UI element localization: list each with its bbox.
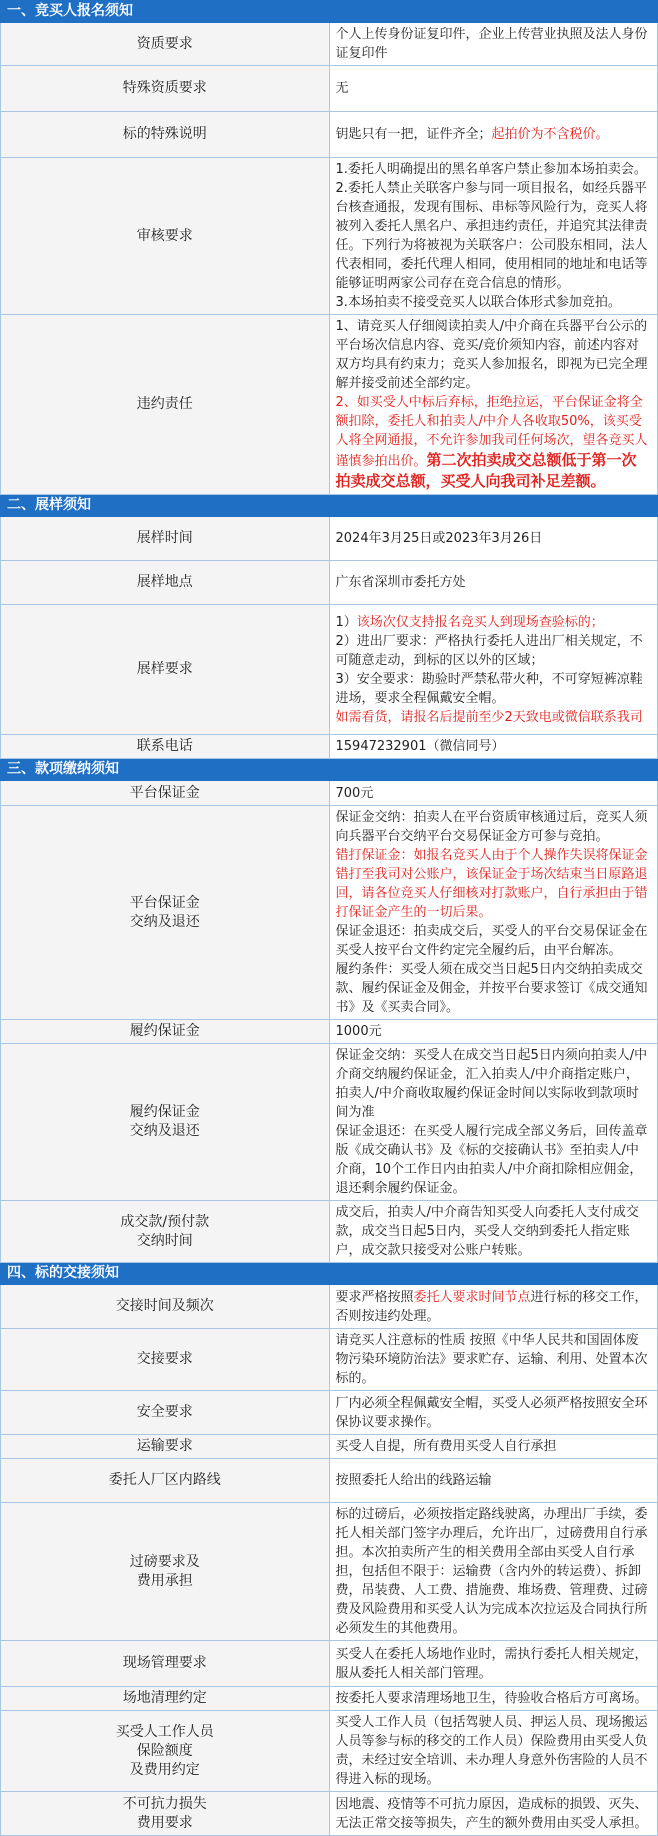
row-audit [1,158,658,315]
row-value [329,315,658,495]
viewing-item-1 [336,613,652,632]
row-performance-payment [1,1044,658,1201]
row-label-line-1: 平台保证金 [129,894,200,911]
viewing-item-3: 3）安全要求：勘验时严禁私带火种，不可穿短裤凉鞋进场，要求全程佩戴安全帽。 [335,671,643,706]
row-final-payment [1,1201,658,1263]
viewing-item-4: 如需看货，请报名后提前至少2天致电或微信联系我司 [335,709,643,725]
row-handover-time [1,1285,658,1329]
row-label: 违约责任 [1,315,330,495]
row-value: 700元 [329,781,658,806]
row-label: 运输要求 [1,1435,330,1459]
row-value [329,112,658,158]
row-label: 场地清理约定 [1,1687,330,1711]
row-value: 1000元 [329,1020,658,1044]
row-site-management [1,1641,658,1687]
row-value: 个人上传身份证复印件，企业上传营业执照及法人身份证复印件 [329,23,658,66]
row-label: 标的特殊说明 [1,112,330,158]
phone-number[interactable]: 15947232901（微信同号） [329,735,658,759]
row-value: 标的过磅后，必须按指定路线驶离，办理出厂手续，委托人相关部门签字办理后，允许出厂，过磅费用自行承担。本次拍卖所产生的相关费用全部由买受人自行承担，包括但不限于：运输费（含内外的转运费）、拆卸费，吊装费、人工费、措施费、堆场费、管理费、过磅费及风险费用和买受人认为完成本次拉运及合同执行所必须发生的其他费用。 [329,1503,658,1641]
handover-text-a: 要求严格按照 [335,1289,414,1305]
row-label-line-2: 交纳及退还 [129,913,200,930]
row-label [1,806,330,1020]
perf-item-1: 保证金交纳：买受人在成交当日起5日内须向拍卖人/中介商交纳履约保证金，汇入拍卖人/中介商指定账户，拍卖人/中介商收取履约保证金时间以实际收到款项时间为准 [335,1048,648,1120]
section-header-viewing [1,495,658,517]
row-handover-requirements [1,1329,658,1391]
row-insurance [1,1711,658,1792]
row-value: 买受人在委托人场地作业时，需执行委托人相关规定，服从委托人相关部门管理。 [329,1641,658,1687]
audit-item-3: 3.本场拍卖不接受竞买人以联合体形式参加竞拍。 [335,295,621,310]
row-label-line-1: 不可抗力损失 [122,1795,207,1812]
audit-item-2: 2.委托人禁止关联客户参与同一项目报名，如经兵器平台核查通报，发现有围标、串标等风险行为，竞买人将被列入委托人黑名户、承担违约责任，并追究其法律责任。下列行为将被视为关联客户：公司股东相同，法人代表相同，委托代理人相同，使用相同的地址和电话等能够证明两家公司存在竞合信息的情形。 [335,181,648,291]
section-title: 三、款项缴纳须知 [1,759,658,781]
perf-item-2: 保证金退还：在买受人履行完成全部义务后，回传盖章版《成交确认书》及《标的交接确认书》至拍卖人/中介商，10个工作日内由拍卖人/中介商扣除相应佣金，退还剩余履约保证金。 [335,1124,648,1196]
deposit-item-2: 错打保证金：如报名竞买人由于个人操作失误将保证金错打至我司对公账户，该保证金于场次结束当日原路退回，请各位竞买人仔细核对打款账户，自行承担由于错打保证金产生的一切后果。 [335,848,648,920]
row-viewing-place [1,561,658,605]
row-label: 资质要求 [1,23,330,66]
section-title: 二、展样须知 [1,495,658,517]
row-value [329,605,658,735]
row-label-line-2: 保险额度 [136,1742,193,1759]
row-label [1,1711,330,1792]
section-title: 一、竞买人报名须知 [1,1,658,23]
section-header-payment [1,759,658,781]
row-label: 展样要求 [1,605,330,735]
row-qualification [1,23,658,66]
row-value: 无 [329,66,658,112]
row-label-line-1: 过磅要求及 [129,1553,200,1570]
row-label-line-2: 交纳及退还 [129,1123,200,1139]
row-label-line-1: 履约保证金 [129,1104,200,1120]
row-label [1,1503,330,1641]
handover-text-c: 进行标的移交工作，否则按违约处理。 [335,1289,648,1324]
note-text: 钥匙只有一把，证件齐全； [335,127,492,142]
row-label-line-1: 成交款/预付款 [120,1213,210,1230]
row-label-line-2: 费用承担 [136,1572,193,1589]
row-label: 联系电话 [1,735,330,759]
row-value [329,1044,658,1201]
row-label: 履约保证金 [1,1020,330,1044]
row-label: 展样地点 [1,561,330,605]
row-value [329,158,658,315]
row-value: 成交后，拍卖人/中介商告知买受人向委托人支付成交款，成交当日起5日内，买受人交纳到委托人指定账户，成交款只接受对公账户转账。 [329,1201,658,1263]
row-value [329,1285,658,1329]
deposit-item-1: 保证金交纳：拍卖人在平台资质审核通过后，竞买人须向兵器平台交纳平台交易保证金方可参与竞拍。 [335,810,648,844]
row-label: 平台保证金 [1,781,330,806]
row-special-note [1,112,658,158]
row-label-line-2: 费用要求 [136,1814,193,1831]
row-value: 按照委托人给出的线路运输 [329,1459,658,1503]
note-highlight: 起拍价为不含税价。 [491,127,609,142]
deposit-item-3: 保证金退还：拍卖成交后，买受人的平台交易保证金在买受人按平台文件约定完全履约后，由平台解冻。 [335,924,648,958]
row-deposit-payment [1,806,658,1020]
row-value: 请竞买人注意标的性质 按照《中华人民共和国固体废物污染环境防治法》要求贮存、运输、利用、处置本次标的。 [329,1329,658,1391]
row-site-cleaning [1,1687,658,1711]
row-label: 交接要求 [1,1329,330,1391]
breach-item-2: 2、如买受人中标后弃标，拒绝拉运，平台保证金将全额扣除，委托人和拍卖人/中介人各收取50%，该买受人将全网通报，不允许参加我司任何场次，望各竞买人谨慎参拍出价。 [335,395,648,469]
row-label [1,1201,330,1263]
row-value: 2024年3月25日或2023年3月26日 [329,517,658,561]
section-header-registration [1,1,658,23]
row-label-line-1: 买受人工作人员 [115,1723,214,1740]
row-value [329,806,658,1020]
row-weighing [1,1503,658,1641]
row-label: 现场管理要求 [1,1641,330,1687]
row-value: 厂内必须全程佩戴安全帽，买受人必须严格按照安全环保协议要求操作。 [329,1391,658,1435]
row-performance-deposit [1,1020,658,1044]
section-header-handover [1,1263,658,1285]
viewing-item-2: 2）进出厂要求：严格执行委托人进出厂相关规定，不可随意走动，到标的区以外的区域； [335,633,643,668]
row-transport [1,1435,658,1459]
row-label [1,1792,330,1836]
viewing-item-1-prefix: 1） [335,614,357,630]
row-value: 买受人自提，所有费用买受人自行承担 [329,1435,658,1459]
row-safety [1,1391,658,1435]
deposit-item-4: 履约条件：买受人须在成交当日起5日内交纳拍卖成交款、履约保证金及佣金，并按平台要求签订《成交通知书》及《买卖合同》。 [335,962,648,1015]
row-platform-deposit [1,781,658,806]
row-value: 广东省深圳市委托方处 [329,561,658,605]
row-label: 审核要求 [1,158,330,315]
row-label: 委托人厂区内路线 [1,1459,330,1503]
row-label: 交接时间及频次 [1,1285,330,1329]
row-breach [1,315,658,495]
row-viewing-requirements [1,605,658,735]
section-title: 四、标的交接须知 [1,1263,658,1285]
breach-item-1: 1、请竞买人仔细阅读拍卖人/中介商在兵器平台公示的平台场次信息内容、竞买/竞价须知内容，前述内容对双方均具有约束力；竞买人参加报名，即视为已完全理解并接受前述全部约定。 [335,319,648,391]
row-viewing-time [1,517,658,561]
row-label: 展样时间 [1,517,330,561]
row-label [1,1044,330,1201]
row-label: 特殊资质要求 [1,66,330,112]
row-value: 因地震、疫情等不可抗力原因，造成标的损毁、灭失、无法正常交接等损失，产生的额外费用由买受人承担。 [329,1792,658,1836]
row-label-line-3: 及费用约定 [129,1761,200,1778]
row-value: 按委托人要求清理场地卫生，待验收合格后方可离场。 [329,1687,658,1711]
row-special-qualification [1,66,658,112]
handover-highlight: 委托人要求时间节点 [413,1289,531,1305]
breach-item-3: 第二次拍卖成交总额低于第一次拍卖成交总额，买受人向我司补足差额。 [335,451,637,490]
row-label: 安全要求 [1,1391,330,1435]
row-route [1,1459,658,1503]
row-force-majeure [1,1792,658,1836]
row-value: 买受人工作人员（包括驾驶人员、押运人员、现场搬运人员等参与标的移交的工作人员）保险费用由买受人负责，未经过安全培训、未办理人身意外伤害险的人员不得进入标的现场。 [329,1711,658,1792]
audit-item-1: 1.委托人明确提出的黑名单客户禁止参加本场拍卖会。 [335,162,647,177]
row-phone [1,735,658,759]
viewing-item-1-text: 该场次仅支持报名竞买人到现场查验标的； [356,614,604,630]
row-label-line-2: 交纳时间 [136,1232,193,1249]
